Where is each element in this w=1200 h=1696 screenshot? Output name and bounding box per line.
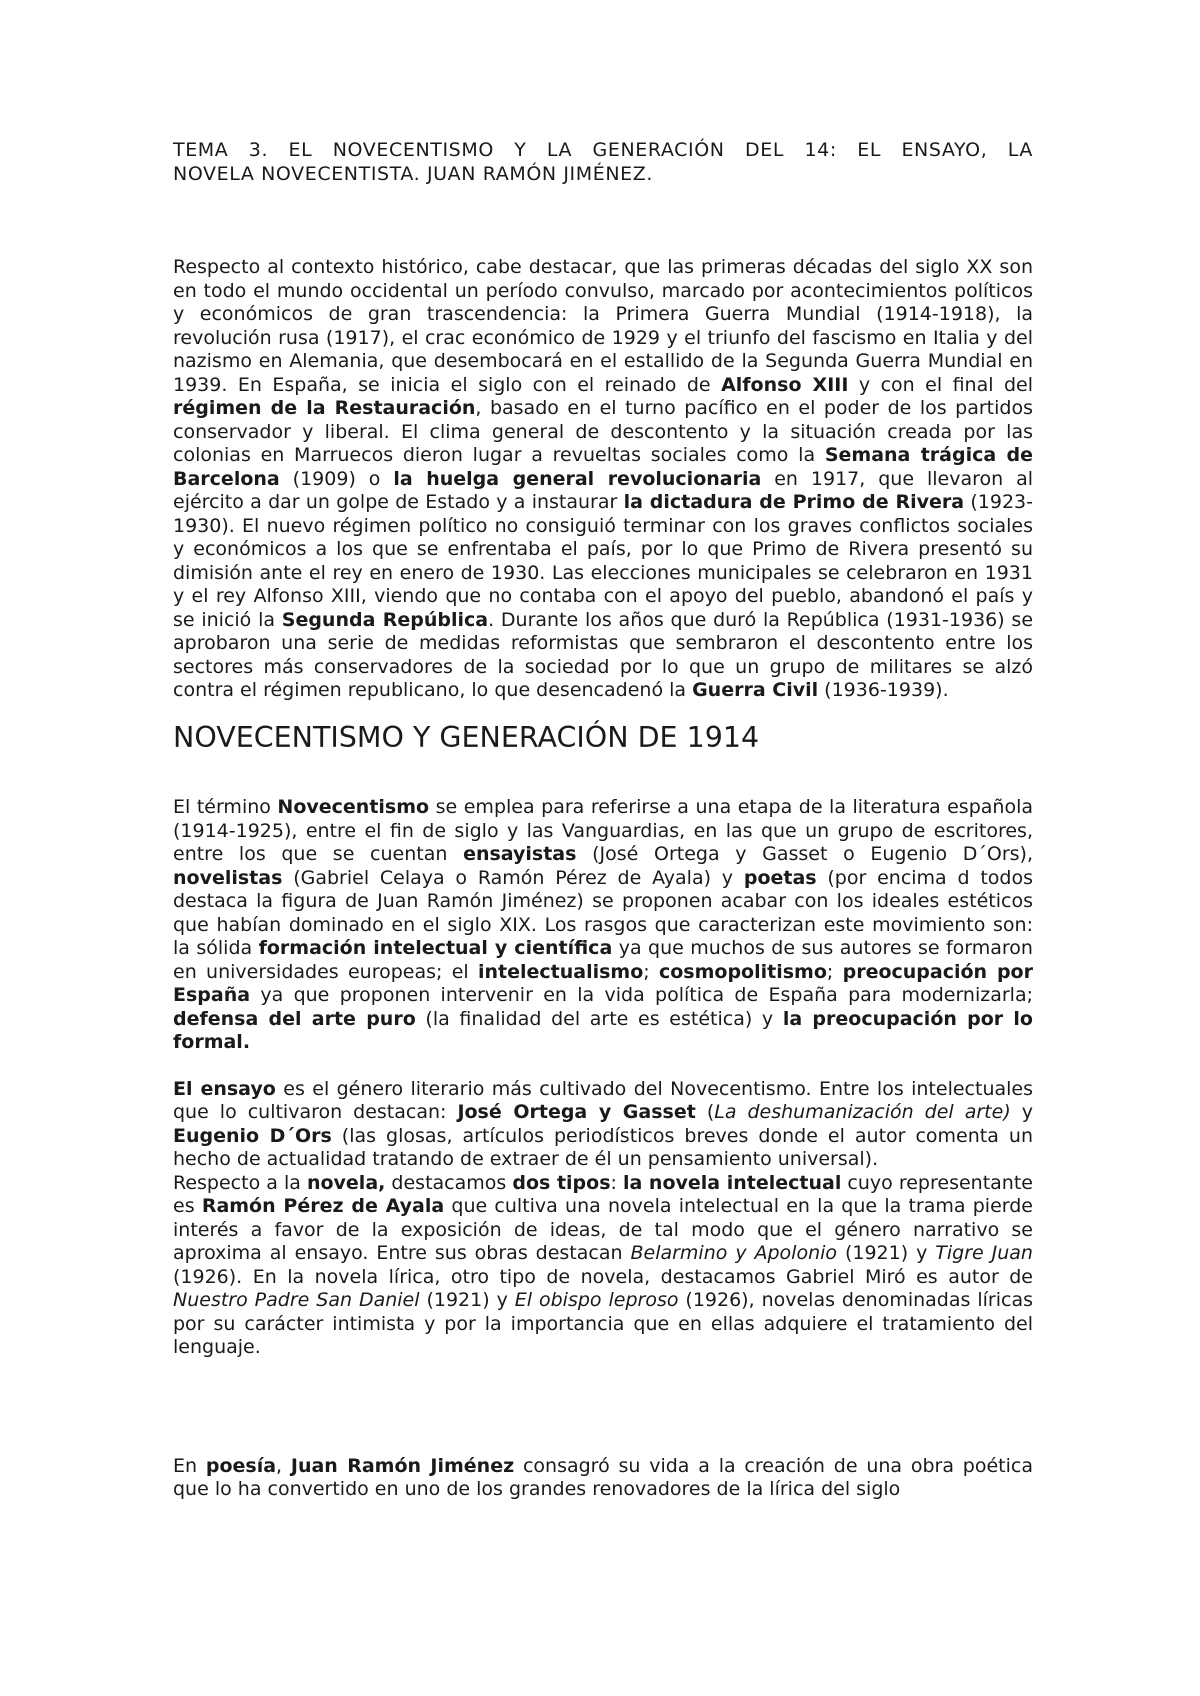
text-run: cuyo representante es	[173, 1171, 1033, 1217]
text-run: se emplea para referirse a una etapa de la literatura española (1914-1925), entre el fin de siglo y las Vanguardias, en las que un grupo de escritores, entre los que se cuentan	[173, 796, 1033, 865]
text-run: (1921) y	[419, 1289, 515, 1311]
bold-phrase: novelistas	[173, 866, 283, 889]
context-paragraph	[173, 256, 1033, 703]
text-run: . Durante los años que duró la República (1931-1936) se aprobaron una serie de medidas reformistas que sembraron el descontento entre los sectores más conservadores de la sociedad por lo que un grupo de militares se alzó contra el régimen republicano, lo que desencadenó la	[173, 608, 1034, 701]
bold-phrase: Eugenio D´Ors	[173, 1124, 332, 1147]
bold-phrase: Novecentismo	[277, 796, 430, 818]
bold-phrase: Alfonso XIII	[721, 373, 849, 396]
novela-paragraph	[173, 1172, 1033, 1360]
text-run: (la finalidad del arte es estética) y	[415, 1007, 783, 1030]
document-title	[173, 139, 1033, 186]
text-run: ,	[276, 1454, 291, 1477]
section-heading: NOVECENTISMO Y GENERACIÓN DE 1914	[173, 720, 760, 754]
text-run: destacamos	[385, 1171, 513, 1194]
bold-phrase: Guerra Civil	[692, 679, 819, 701]
text-run: y	[1010, 1101, 1033, 1123]
text-run: y con el final del	[848, 373, 1033, 396]
text-run: en 1917, que llevaron al ejército a dar un golpe de Estado y a instaurar	[173, 467, 1034, 513]
text-run: que cultiva una novela intelectual en la que la trama pierde interés a favor de la exposición de ideas, de tal modo que el género narrativo se aproxima al ensayo. Entre sus obras destacan	[173, 1195, 1033, 1264]
bold-phrase: la huelga general revolucionaria	[393, 467, 762, 490]
ensayo-paragraph	[173, 1078, 1033, 1172]
bold-phrase: novela,	[306, 1171, 386, 1194]
bold-phrase: la dictadura de Primo de Rivera	[623, 491, 965, 513]
italic-title: Tigre Juan	[935, 1242, 1033, 1264]
document-body	[173, 139, 1033, 1502]
poesia-paragraph	[173, 1455, 1033, 1502]
bold-phrase: Juan Ramón Jiménez	[290, 1454, 515, 1477]
text-run: (por encima d todos destaca la figura de Juan Ramón Jiménez) se proponen acabar con los ideales estéticos que habían dominado en el siglo XIX. Los rasgos que caracterizan este movimiento son: la sólida	[173, 866, 1033, 959]
text-run: consagró su vida a la creación de una obra poética que lo ha convertido en uno de los grandes renovadores de la lírica del siglo	[173, 1454, 1033, 1500]
bold-phrase: Segunda República	[281, 608, 489, 631]
bold-phrase: poesía	[205, 1454, 277, 1477]
bold-phrase: Semana trágica de Barcelona	[173, 444, 1033, 490]
title-line-2: NOVELA NOVECENTISTA. JUAN RAMÓN JIMÉNEZ.	[173, 162, 654, 185]
text-run: , basado en el turno pacífico en el poder de los partidos conservador y liberal. El clima general de descontento y la situación creada por las colonias en Marruecos dieron lugar a revueltas sociales como la	[173, 397, 1033, 466]
bold-phrase: preocupación por España	[173, 960, 1033, 1006]
bold-phrase: ensayistas	[463, 843, 577, 865]
text-run: es el género literario más cultivado del Novecentismo. Entre los intelectuales que lo cultivaron destacan:	[173, 1077, 1033, 1123]
italic-title: Nuestro Padre San Daniel	[173, 1289, 420, 1311]
bold-phrase: la preocupación por lo formal.	[173, 1007, 1033, 1053]
italic-title: Belarmino y Apolonio	[630, 1242, 838, 1264]
text-run: (1909) o	[279, 467, 394, 490]
text-run: (José Ortega y Gasset o Eugenio D´Ors),	[576, 843, 1034, 865]
bold-phrase: José Ortega y Gasset	[457, 1101, 696, 1123]
title-line-1: TEMA 3. EL NOVECENTISMO Y LA GENERACIÓN DEL 14: EL ENSAYO, LA	[173, 139, 1033, 161]
bold-phrase: Ramón Pérez de Ayala	[201, 1195, 445, 1217]
bold-phrase: formación intelectual y científica	[258, 937, 613, 959]
bold-phrase: defensa del arte puro	[173, 1007, 416, 1030]
text-run: (1936-1939).	[818, 679, 949, 701]
text-run: (	[695, 1101, 715, 1123]
bold-phrase: poetas	[743, 866, 817, 889]
text-run: (1926). En la novela lírica, otro tipo de novela, destacamos Gabriel Miró es autor de	[173, 1265, 1033, 1288]
text-run: (1921) y	[837, 1242, 936, 1264]
bold-phrase: dos tipos	[512, 1171, 611, 1194]
text-run: Respecto al contexto histórico, cabe destacar, que las primeras décadas del siglo XX son en todo el mundo occidental un período convulso, marcado por acontecimientos políticos y económicos de gran trascendencia: la Primera Guerra Mundial (1914-1918), la revolución rusa (1917), el crac económico de 1929 y el triunfo del fascismo en Italia y del nazismo en Alemania, que desembocará en el estallido de la Segunda Guerra Mundial en 1939. En España, se inicia el siglo con el reinado de	[173, 256, 1033, 396]
bold-phrase: cosmopolitismo	[658, 960, 827, 983]
bold-phrase: El ensayo	[173, 1077, 276, 1100]
text-run: (1926), novelas denominadas líricas por su carácter intimista y por la importancia que en ellas adquiere el tratamiento del lenguaje.	[173, 1289, 1033, 1358]
text-run: ya que proponen intervenir en la vida política de España para modernizarla;	[250, 984, 1033, 1006]
bold-phrase: régimen de la Restauración	[173, 397, 476, 419]
text-run: (Gabriel Celaya o Ramón Pérez de Ayala) y	[282, 866, 744, 889]
text-run: (las glosas, artículos periodísticos breves donde el autor comenta un hecho de actualidad tratando de extraer de él un pensamiento universal).	[173, 1124, 1033, 1170]
text-run: ;	[643, 960, 659, 983]
text-run: En	[173, 1454, 206, 1477]
text-run: (1923-1930). El nuevo régimen político no consiguió terminar con los graves conflictos sociales y económicos a los que se enfrentaba el país, por lo que Primo de Rivera presentó su dimisión ante el rey en enero de 1930. Las elecciones municipales se celebraron en 1931 y el rey Alfonso XIII, viendo que no contaba con el apoyo del pueblo, abandonó el país y se inició la	[173, 491, 1033, 631]
text-run: El término	[173, 796, 278, 818]
italic-title: El obispo leproso	[514, 1289, 679, 1311]
text-run: ;	[826, 960, 843, 983]
text-run: Respecto a la	[173, 1171, 307, 1194]
italic-title: La deshumanización del arte)	[714, 1101, 1011, 1123]
bold-phrase: la novela intelectual	[622, 1171, 842, 1194]
novecentismo-paragraph	[173, 796, 1033, 1055]
text-run: ya que muchos de sus autores se formaron en universidades europeas; el	[173, 937, 1033, 983]
text-run: :	[610, 1171, 623, 1194]
bold-phrase: intelectualismo	[477, 960, 644, 983]
